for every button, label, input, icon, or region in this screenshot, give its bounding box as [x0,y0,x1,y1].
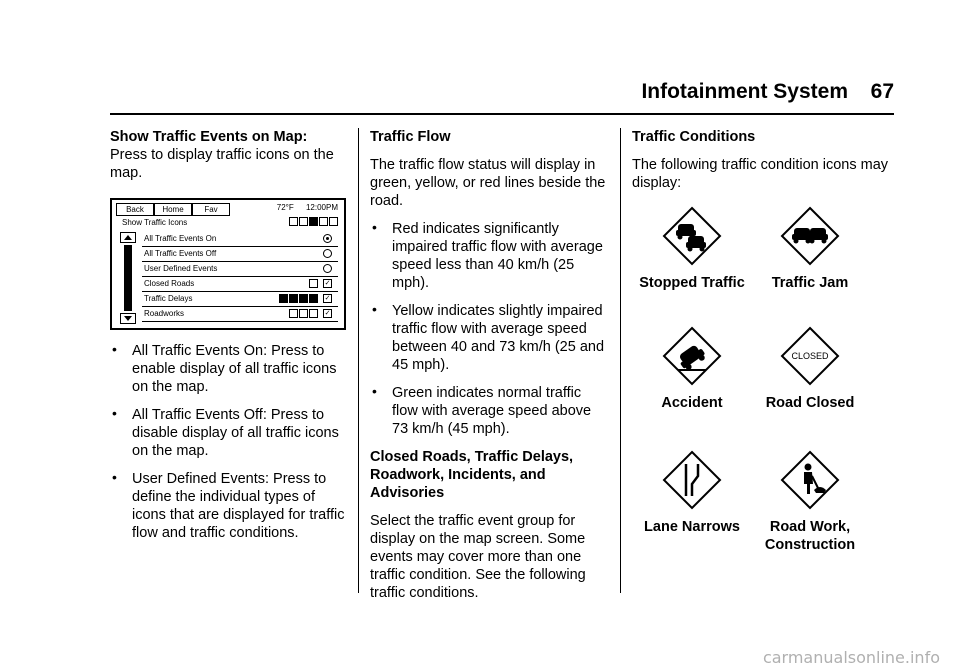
sign-label: Traffic Jam [771,275,849,291]
closed-roads-text: Select the traffic event group for display on the map screen. Some events may cover more than one traffic condition. See the following traffic conditions. [370,513,586,601]
sign-label-line: Road Work, [769,519,851,535]
traffic-conditions-heading: Traffic Conditions [632,129,756,145]
road-closed-mini-icon [309,279,318,288]
radio-icon[interactable] [323,249,332,258]
list-item [370,220,608,292]
header-rule [110,113,894,115]
sign-stopped-traffic [632,206,752,292]
roadwork-mini-icon [289,309,298,318]
list-item [110,342,346,396]
list-item [110,470,346,542]
menu-item-traffic-delays[interactable] [142,292,338,307]
arrow-down-icon [121,314,135,323]
delay-mini-icon [309,294,318,303]
menu-label: All Traffic Events On [144,234,217,243]
tab-back[interactable]: Back [116,203,154,216]
delay-mini-icon [289,294,298,303]
traffic-flow-intro: The traffic flow status will display in green, yellow, or red lines beside the road. [370,157,606,209]
lane-narrows-icon [662,450,722,510]
scrollbar[interactable] [120,232,136,324]
list-item [110,406,346,460]
road-work-icon [780,450,840,510]
sign-accident [632,326,752,412]
bullet-icon: • [112,469,117,485]
menu-item-roadworks[interactable] [142,307,338,322]
delay-mini-icon [299,294,308,303]
roadwork-icons [288,309,318,321]
radio-selected-icon[interactable] [323,234,332,243]
traffic-sign-grid [632,206,894,566]
sign-label [750,518,870,554]
column-2 [370,128,608,612]
sign-label-line: Construction [764,537,856,553]
sign-label: Lane Narrows [644,519,740,535]
traffic-icon [309,217,318,226]
page-header [0,80,960,110]
infotainment-screen [110,198,346,330]
bullet-icon: • [372,383,377,399]
traffic-flow-heading: Traffic Flow [370,129,451,145]
list-item-text: Red indicates significantly impaired traffic flow with average speed less than 40 km/h (25 mph). [392,221,603,291]
watermark: carmanualsonline.info [762,648,940,667]
column-divider [620,128,621,593]
roadwork-mini-icon [309,309,318,318]
sign-label: Road Closed [765,395,855,411]
list-item-text: All Traffic Events Off: Press to disable display of all traffic icons on the map. [132,407,339,459]
traffic-icon [299,217,308,226]
stopped-traffic-icon [662,206,722,266]
radio-icon[interactable] [323,264,332,273]
arrow-up-icon [121,233,135,242]
menu-label: All Traffic Events Off [144,249,217,258]
menu-item-all-on[interactable] [142,232,338,247]
temperature: 72°F [276,203,294,212]
roadwork-mini-icon [299,309,308,318]
checkbox-icon[interactable]: ✓ [324,280,331,287]
list-item-text: Yellow indicates slightly impaired traffic flow with average speed between 40 and 73 km/h (25 and 45 mph). [392,303,605,373]
clock: 12:00PM [305,203,338,212]
checkbox-icon[interactable]: ✓ [324,295,331,302]
traffic-icon-strip [288,217,338,229]
sign-road-closed [750,326,870,412]
show-traffic-heading: Show Traffic Events on Map: [110,129,308,145]
column-3 [632,128,894,566]
menu-item-user-defined[interactable] [142,262,338,277]
menu-item-all-off[interactable] [142,247,338,262]
sign-label: Stopped Traffic [639,275,745,291]
column-1 [110,128,346,552]
show-traffic-intro: Press to display traffic icons on the map. [110,147,334,181]
tab-fav[interactable]: Fav [192,203,230,216]
list-item [370,384,608,438]
sign-label: Accident [661,395,723,411]
list-item-text: Green indicates normal traffic flow with average speed above 73 km/h (45 mph). [392,385,592,437]
closed-road-icon [308,279,318,291]
menu-label: Traffic Delays [144,294,193,303]
delay-mini-icon [279,294,288,303]
traffic-conditions-intro: The following traffic condition icons may display: [632,157,889,191]
list-item-text: All Traffic Events On: Press to enable display of all traffic icons on the map. [132,343,337,395]
screen-title: Show Traffic Icons [122,218,188,227]
traffic-jam-icon [780,206,840,266]
column-divider [358,128,359,593]
scroll-track[interactable] [124,245,132,311]
scroll-down-button[interactable] [120,313,136,324]
list-item-text: User Defined Events: Press to define the individual types of icons that are displayed for traffic flow and traffic conditions. [132,471,345,541]
checkbox-icon[interactable]: ✓ [324,310,331,317]
bullet-icon: • [372,219,377,235]
menu-label: Roadworks [144,309,185,318]
traffic-icon [329,217,338,226]
menu-label: User Defined Events [144,264,218,273]
road-closed-icon [780,326,840,386]
bullet-icon: • [112,341,117,357]
traffic-icon [289,217,298,226]
traffic-menu [142,232,338,322]
section-title: Infotainment System [641,80,848,103]
sign-lane-narrows [632,450,752,536]
tab-home[interactable]: Home [154,203,192,216]
menu-item-closed-roads[interactable] [142,277,338,292]
closed-sign-text: CLOSED [791,351,829,361]
bullet-icon: • [112,405,117,421]
status-bar [267,203,338,213]
sign-road-work [750,450,870,554]
accident-icon [662,326,722,386]
menu-label: Closed Roads [144,279,195,288]
event-options-list [110,342,346,542]
scroll-up-button[interactable] [120,232,136,243]
bullet-icon: • [372,301,377,317]
closed-roads-heading: Closed Roads, Traffic Delays, Roadwork, Incidents, and Advisories [370,449,574,501]
traffic-icon [319,217,328,226]
list-item [370,302,608,374]
traffic-flow-list [370,220,608,438]
delay-icons [278,294,318,306]
sign-traffic-jam [750,206,870,292]
page-number: 67 [870,80,894,103]
